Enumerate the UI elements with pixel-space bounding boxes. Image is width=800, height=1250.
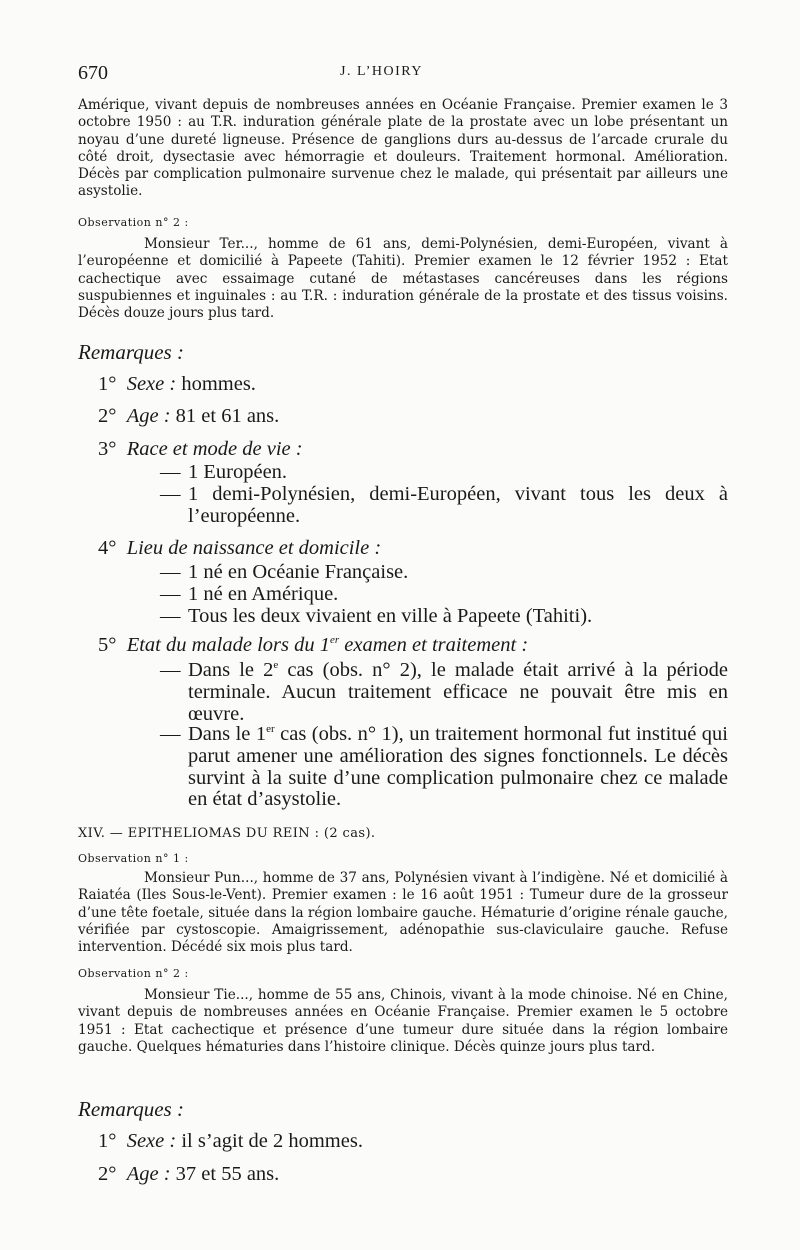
remarks-title: Remarques :: [78, 340, 184, 364]
remark-4-dash-1: — 1 né en Océanie Française.: [160, 561, 409, 583]
remark-5-dash-2: — Dans le 1er cas (obs. n° 1), un traitement hormonal fut institué qui parut amener une amélioration des signes fonctionnels. Le décès survint à la suite d’une complication pulmonaire chez ce malade en état d’asystolie.: [160, 723, 729, 811]
kidney-observation-1-text: Monsieur Pun..., homme de 37 ans, Polynésien vivant à l’indigène. Né et domicilié à Raiatéa (Iles Sous-le-Vent). Premier examen : le 16 août 1951 : Tumeur dure de la grosseur d’une tête foetale, située dans la région lombaire gauche. Hématurie d’origine rénale gauche, vérifiée par cystoscopie. Amaigrissement, adénopathie sus-claviculaire gauche. Refuse intervention. Décédé six mois plus tard.: [78, 870, 728, 956]
observation-2-heading: Observation n° 2 :: [78, 216, 189, 229]
kidney-observation-2-text: Monsieur Tie..., homme de 55 ans, Chinois, vivant à la mode chinoise. Né en Chine, vivant depuis de nombreuses années en Océanie Française. Premier examen le 5 octobre 1951 : Etat cachectique et présence d’une tumeur dure située dans la région lombaire gauche. Quelques hématuries dans l’histoire clinique. Décès quinze jours plus tard.: [78, 987, 728, 1055]
remark-1: 1° Sexe : hommes.: [98, 373, 256, 395]
remark-4-dash-2: — 1 né en Amérique.: [160, 583, 339, 605]
running-head: J. L’HOIRY: [340, 64, 423, 79]
remark-5-heading: 5° Etat du malade lors du 1er examen et traitement :: [98, 634, 529, 656]
remark-5-dash-1: — Dans le 2e cas (obs. n° 2), le malade était arrivé à la période terminale. Aucun traitement efficace ne pouvait être mis en œuvre.: [160, 659, 728, 725]
remark2-1: 1° Sexe : il s’agit de 2 hommes.: [98, 1130, 363, 1152]
remark-4-dash-3: — Tous les deux vivaient en ville à Papeete (Tahiti).: [160, 605, 593, 627]
kidney-observation-2-heading: Observation n° 2 :: [78, 967, 189, 980]
page-number: 670: [78, 62, 108, 84]
remark-3-dash-1: — 1 Européen.: [160, 461, 288, 483]
remark-3-dash-2: — 1 demi-Polynésien, demi-Européen, vivant tous les deux à l’européenne.: [160, 483, 728, 527]
remark-3-heading: 3° Race et mode de vie :: [98, 438, 303, 460]
remark-4-heading: 4° Lieu de naissance et domicile :: [98, 537, 382, 559]
section-heading: XIV. — EPITHELIOMAS DU REIN : (2 cas).: [78, 826, 376, 841]
observation-1-continuation: Amérique, vivant depuis de nombreuses années en Océanie Française. Premier examen le 3 octobre 1950 : au T.R. induration générale plate de la prostate avec un lobe présentant un noyau d’une dureté ligneuse. Présence de ganglions durs au-dessus de l’arcade crurale du côté droit, dysectasie avec hémorragie et douleurs. Traitement hormonal. Amélioration. Décès par complication pulmonaire survenue chez le malade, qui présentait par ailleurs une asystolie.: [78, 97, 728, 200]
remarks-title-2: Remarques :: [78, 1097, 184, 1121]
observation-2-text: Monsieur Ter..., homme de 61 ans, demi-Polynésien, demi-Européen, vivant à l’européenne et domicilié à Papeete (Tahiti). Premier examen le 12 février 1952 : Etat cachectique avec essaimage cutané de métastases cancéreuses dans les régions suspubiennes et inguinales : au T.R. : induration générale de la prostate et des tissus voisins. Décès douze jours plus tard.: [78, 236, 728, 322]
remark-2: 2° Age : 81 et 61 ans.: [98, 405, 280, 427]
remark2-2: 2° Age : 37 et 55 ans.: [98, 1163, 280, 1185]
kidney-observation-1-heading: Observation n° 1 :: [78, 852, 189, 865]
